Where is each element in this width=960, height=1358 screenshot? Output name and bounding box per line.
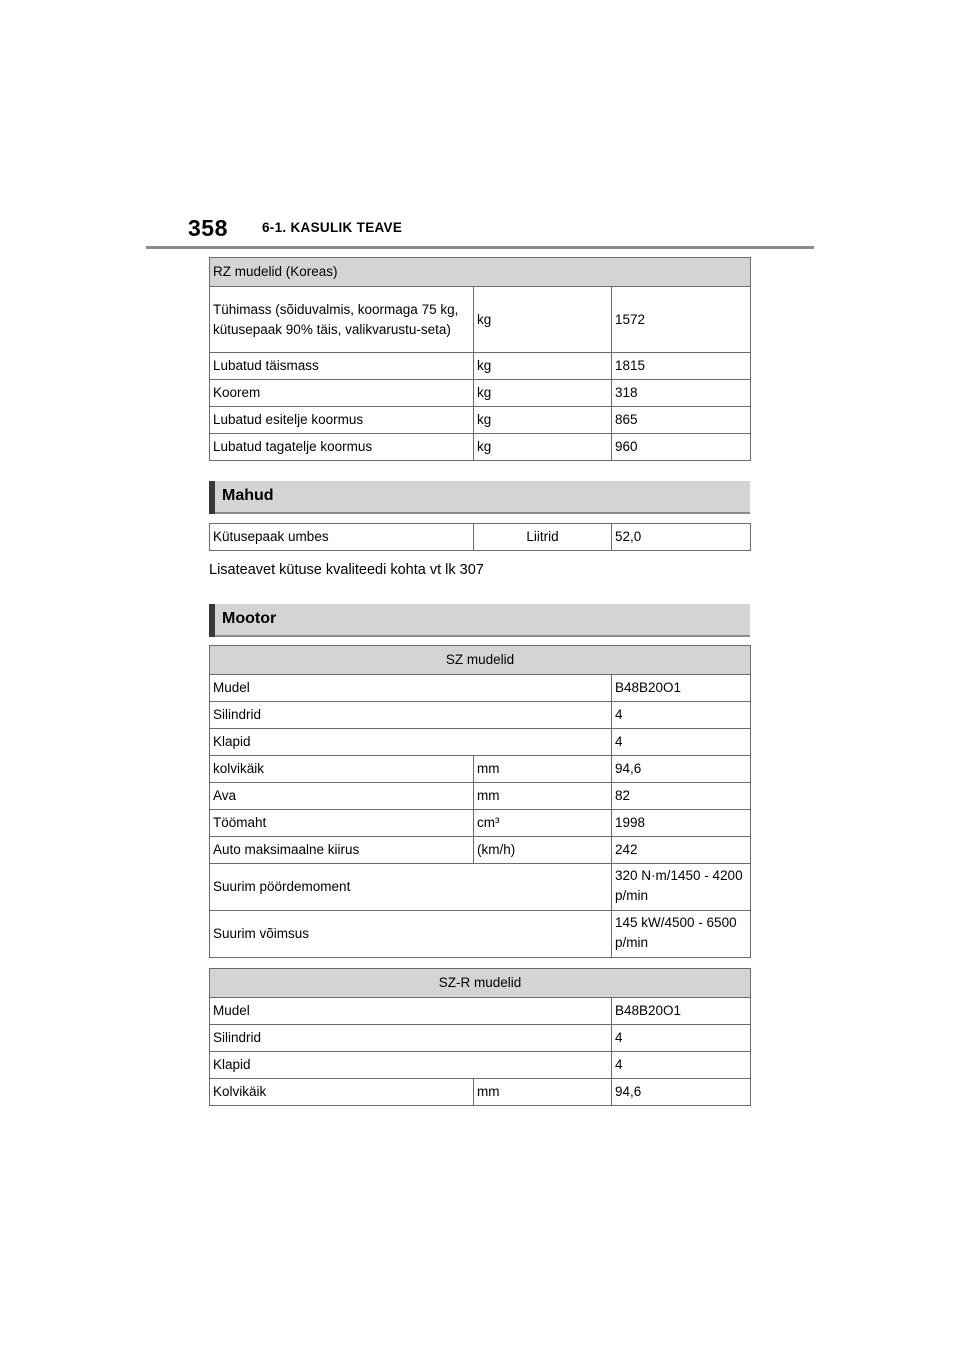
table-cell-unit: kg: [474, 407, 612, 434]
table-cell-label: Kolvikäik: [210, 1079, 474, 1106]
szr-spec-table: [209, 968, 751, 1106]
table-cell-value: 4: [612, 1025, 751, 1052]
table-cell-value: 1572: [612, 287, 751, 353]
table-cell-unit: kg: [474, 287, 612, 353]
mootor-heading-label: Mootor: [222, 610, 277, 627]
table-cell-unit: kg: [474, 353, 612, 380]
table-cell-value: 4: [612, 702, 751, 729]
table-cell-unit: Liitrid: [474, 524, 612, 551]
table-cell-unit: cm³: [474, 810, 612, 837]
table-cell-value: 1998: [612, 810, 751, 837]
table-cell-unit: mm: [474, 756, 612, 783]
szr-table-title: SZ-R mudelid: [210, 969, 751, 998]
table-cell-value: 94,6: [612, 756, 751, 783]
table-cell-value: 145 kW/4500 - 6500 p/min: [612, 911, 751, 958]
rz-table-title: RZ mudelid (Koreas): [210, 258, 751, 287]
table-cell-label: Silindrid: [210, 702, 612, 729]
table-cell-unit: (km/h): [474, 837, 612, 864]
table-cell-value: 320 N·m/1450 - 4200 p/min: [612, 864, 751, 911]
table-cell-label: Klapid: [210, 729, 612, 756]
mootor-heading: [209, 604, 750, 637]
page-header: [146, 210, 814, 249]
table-cell-label: Ava: [210, 783, 474, 810]
table-cell-label: kolvikäik: [210, 756, 474, 783]
table-cell-value: 1815: [612, 353, 751, 380]
page-number: 358: [188, 215, 228, 241]
table-cell-value: 960: [612, 434, 751, 461]
table-cell-value: B48B20O1: [612, 998, 751, 1025]
table-cell-label: Mudel: [210, 998, 612, 1025]
rz-spec-table: [209, 257, 751, 461]
section-title: 6-1. KASULIK TEAVE: [262, 220, 403, 235]
heading-accent-bar: [209, 604, 215, 637]
table-cell-value: 4: [612, 1052, 751, 1079]
mahud-table: [209, 523, 751, 551]
mahud-heading: [209, 481, 750, 514]
table-cell-label: Koorem: [210, 380, 474, 407]
sz-table-title: SZ mudelid: [210, 646, 751, 675]
table-cell-value: 52,0: [612, 524, 751, 551]
table-cell-unit: mm: [474, 783, 612, 810]
table-cell-value: 318: [612, 380, 751, 407]
table-cell-label: Lubatud täismass: [210, 353, 474, 380]
table-cell-unit: kg: [474, 380, 612, 407]
table-cell-label: Suurim pöördemoment: [210, 864, 612, 911]
table-cell-value: 4: [612, 729, 751, 756]
table-cell-label: Tühimass (sõiduvalmis, koormaga 75 kg, kütusepaak 90% täis, valikvarustu-seta): [210, 287, 474, 353]
table-cell-value: B48B20O1: [612, 675, 751, 702]
table-cell-unit: kg: [474, 434, 612, 461]
table-cell-value: 865: [612, 407, 751, 434]
table-cell-label: Klapid: [210, 1052, 612, 1079]
heading-accent-bar: [209, 481, 215, 514]
table-cell-label: Suurim võimsus: [210, 911, 612, 958]
table-cell-unit: mm: [474, 1079, 612, 1106]
fuel-quality-note: Lisateavet kütuse kvaliteedi kohta vt lk 307: [209, 562, 484, 578]
table-cell-value: 82: [612, 783, 751, 810]
table-cell-label: Auto maksimaalne kiirus: [210, 837, 474, 864]
mahud-heading-label: Mahud: [222, 487, 274, 504]
table-cell-label: Lubatud tagatelje koormus: [210, 434, 474, 461]
table-cell-label: Töömaht: [210, 810, 474, 837]
table-cell-value: 94,6: [612, 1079, 751, 1106]
table-cell-label: Silindrid: [210, 1025, 612, 1052]
table-cell-label: Mudel: [210, 675, 612, 702]
table-cell-value: 242: [612, 837, 751, 864]
table-cell-label: Kütusepaak umbes: [210, 524, 474, 551]
sz-spec-table: [209, 645, 751, 958]
table-cell-label: Lubatud esitelje koormus: [210, 407, 474, 434]
